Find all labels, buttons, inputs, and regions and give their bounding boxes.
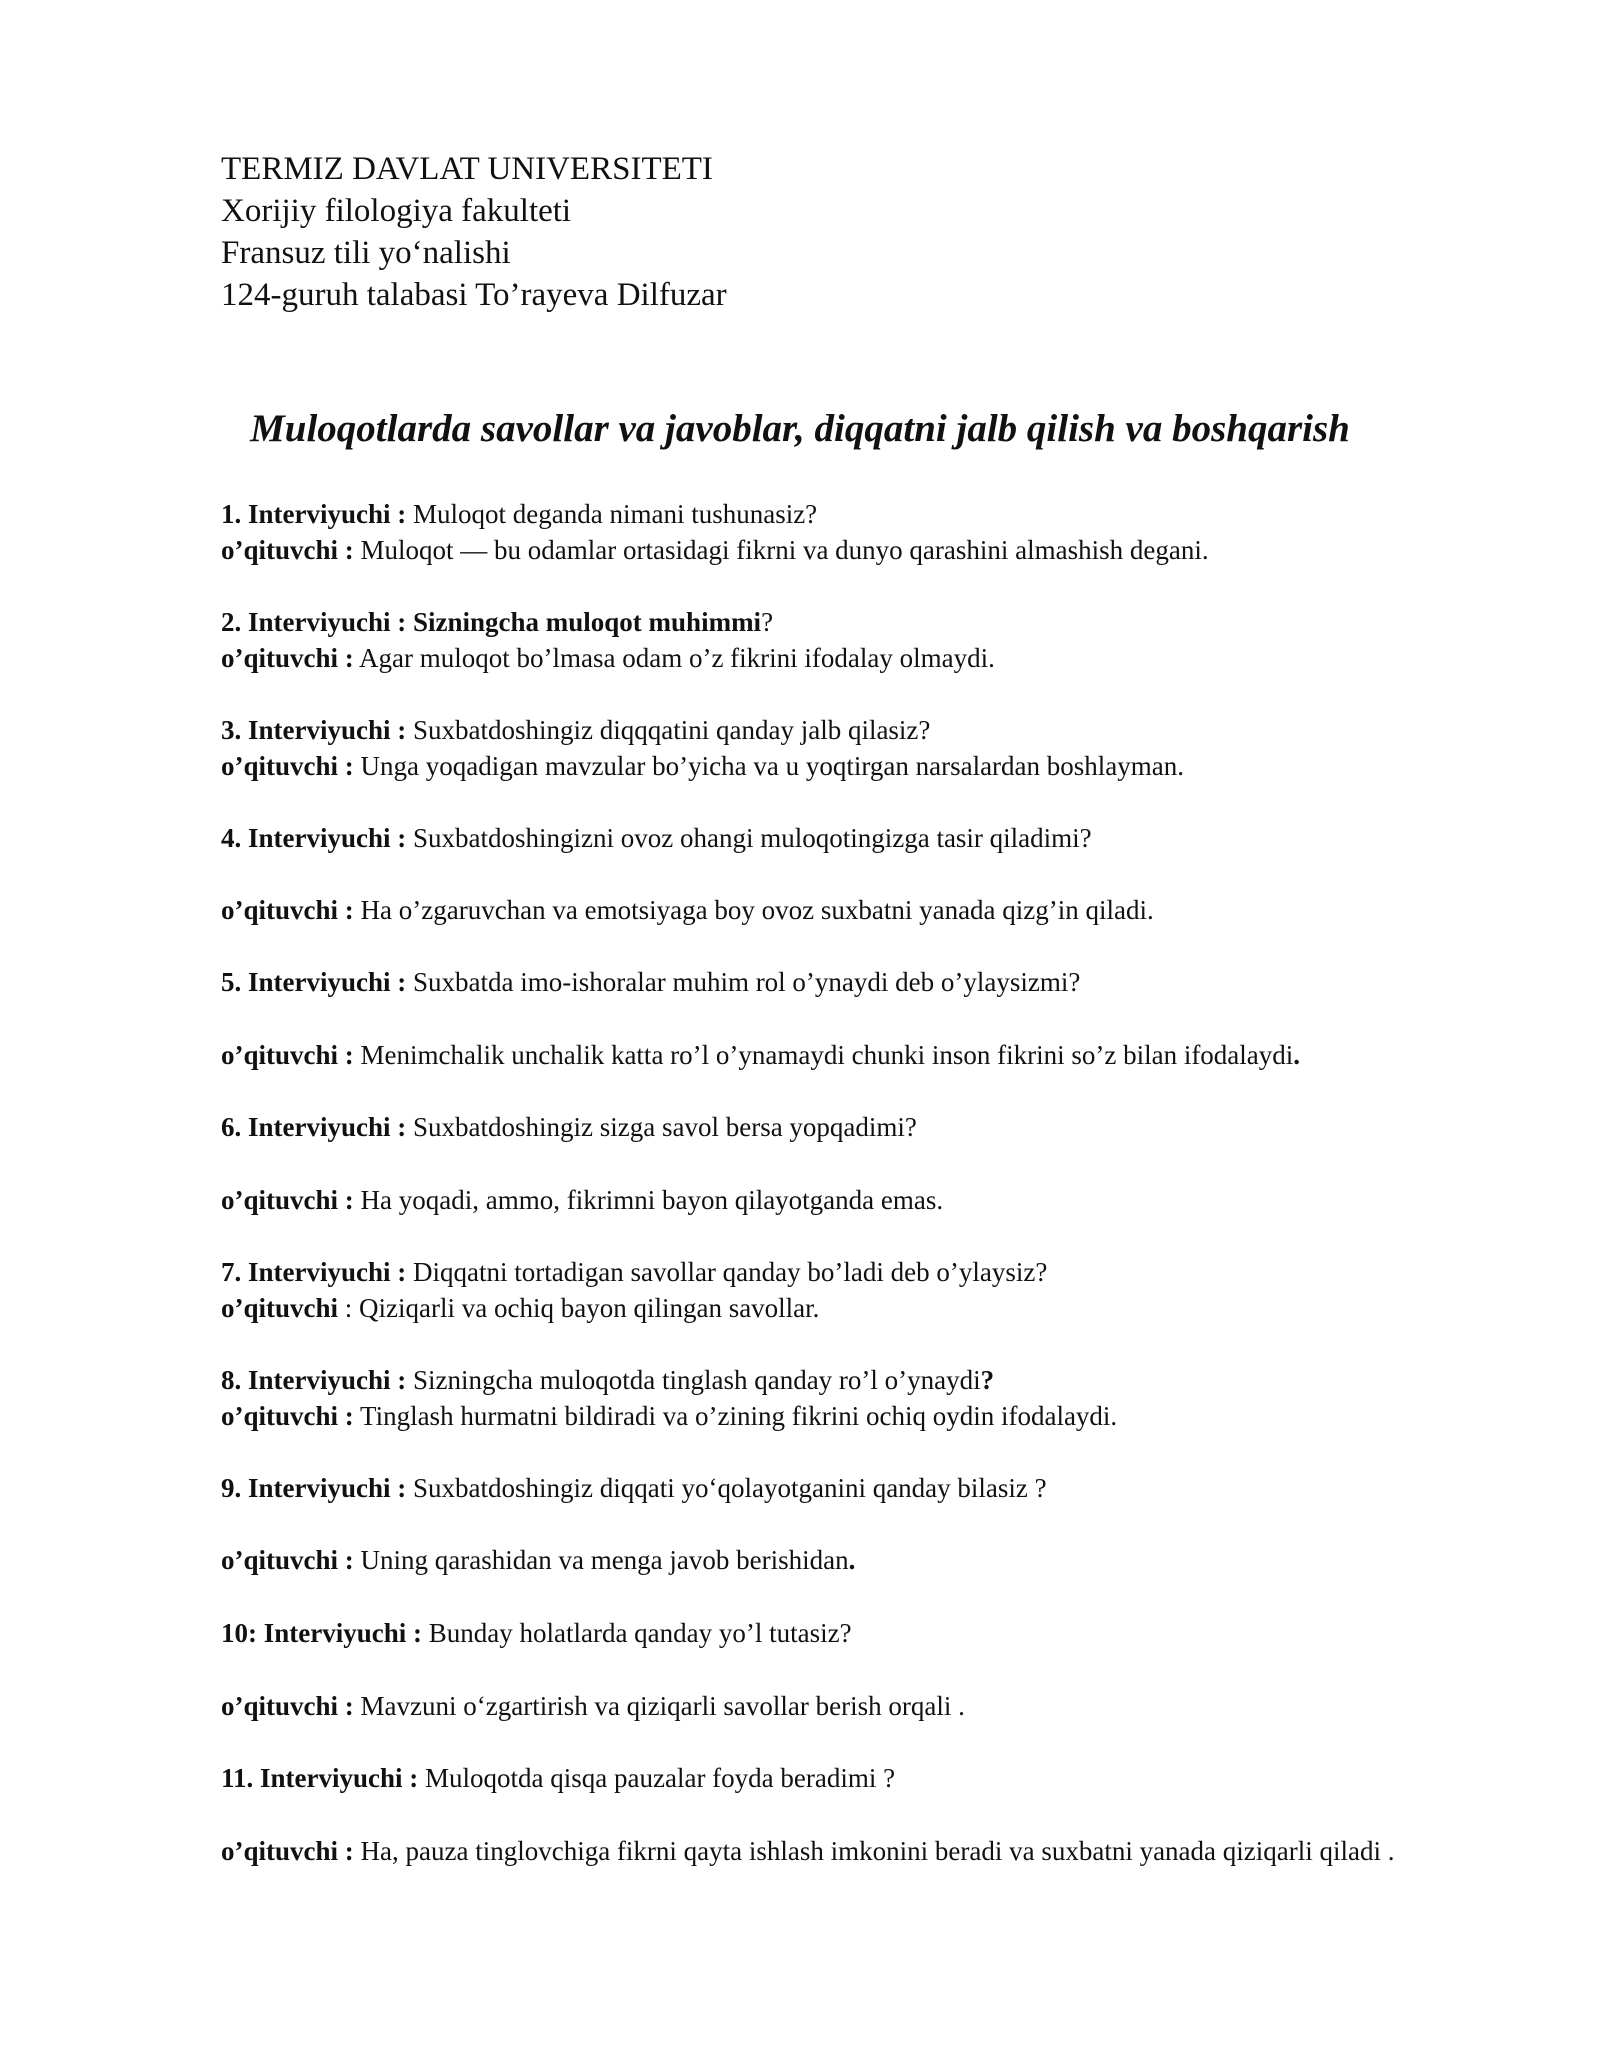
qa-item-4: [221, 820, 1441, 856]
answer-label: o’qituvchi :: [221, 535, 354, 565]
question-line: [221, 712, 1441, 748]
question-label: 5. Interviyuchi :: [221, 967, 407, 997]
question-line: [221, 1109, 1441, 1145]
question-text: Muloqot deganda nimani tushunasiz?: [406, 499, 818, 529]
answer-label: o’qituvchi :: [221, 895, 354, 925]
answer-line: [221, 748, 1441, 784]
question-text: Diqqatni tortadigan savollar qanday bo’ladi deb o’ylaysiz?: [406, 1257, 1048, 1287]
answer-text: Agar muloqot bo’lmasa odam o’z fikrini ifodalay olmaydi.: [353, 643, 995, 673]
qa-item-6-answer: [221, 1182, 1441, 1218]
program-name: Fransuz tili yo‘nalishi: [221, 235, 511, 271]
answer-line: [221, 1182, 1441, 1218]
university-name: TERMIZ DAVLAT UNIVERSITETI: [221, 151, 713, 187]
question-label: 3. Interviyuchi :: [221, 715, 407, 745]
answer-text: Ha, pauza tinglovchiga fikrni qayta ishlash imkonini beradi va suxbatni yanada qiziqarli qiladi .: [353, 1836, 1395, 1866]
qa-item-9: [221, 1470, 1441, 1506]
answer-line: [221, 1290, 1441, 1326]
answer-line: [221, 532, 1441, 568]
answer-text: Muloqot — bu odamlar ortasidagi fikrni va dunyo qarashini almashish degani.: [353, 535, 1209, 565]
question-line: [221, 496, 1441, 532]
qa-item-1: [221, 496, 1441, 568]
answer-label: o’qituvchi :: [221, 1401, 354, 1431]
question-text: Suxbatda imo-ishoralar muhim rol o’ynaydi deb o’ylaysizmi?: [406, 967, 1081, 997]
answer-text: Menimchalik unchalik katta ro’l o’ynamaydi chunki inson fikrini so’z bilan ifodalaydi: [353, 1040, 1294, 1070]
qa-item-2: [221, 604, 1441, 676]
answer-line: [221, 1688, 1441, 1724]
qa-item-11: [221, 1760, 1441, 1796]
question-label: 8. Interviyuchi :: [221, 1365, 407, 1395]
document-header: [221, 148, 727, 316]
qa-item-7: [221, 1254, 1441, 1326]
answer-label: o’qituvchi :: [221, 1040, 354, 1070]
faculty-name: Xorijiy filologiya fakulteti: [221, 193, 572, 229]
question-text: Suxbatdoshingiz diqqqatini qanday jalb qilasiz?: [406, 715, 931, 745]
answer-line: [221, 1037, 1441, 1073]
qa-item-10: [221, 1615, 1441, 1651]
qa-item-5: [221, 964, 1441, 1000]
question-line: [221, 1615, 1441, 1651]
answer-text: Tinglash hurmatni bildiradi va o’zining fikrini ochiq oydin ifodalaydi.: [353, 1401, 1118, 1431]
answer-period: .: [848, 1545, 856, 1575]
question-line: [221, 1362, 1441, 1398]
answer-label: o’qituvchi :: [221, 643, 354, 673]
qa-item-4-answer: [221, 892, 1441, 928]
answer-label: o’qituvchi :: [221, 1836, 354, 1866]
question-text: Sizningcha muloqotda tinglash qanday ro’l o’ynaydi: [406, 1365, 981, 1395]
question-text: Suxbatdoshingiz sizga savol bersa yopqadimi?: [406, 1112, 917, 1142]
question-text: ?: [761, 607, 774, 637]
answer-line: [221, 892, 1441, 928]
qa-item-6: [221, 1109, 1441, 1145]
question-label: 1. Interviyuchi :: [221, 499, 407, 529]
question-text: Bunday holatlarda qanday yo’l tutasiz?: [421, 1618, 852, 1648]
question-line: [221, 964, 1441, 1000]
answer-label: o’qituvchi :: [221, 1185, 354, 1215]
answer-line: [221, 1542, 1441, 1578]
question-label: 2. Interviyuchi :: [221, 607, 407, 637]
question-text: Suxbatdoshingizni ovoz ohangi muloqotingizga tasir qiladimi?: [406, 823, 1092, 853]
qa-item-10-answer: [221, 1688, 1441, 1724]
answer-line: [221, 1833, 1401, 1869]
document-title: Muloqotlarda savollar va javoblar, diqqatni jalb qilish va boshqarish: [250, 407, 1350, 450]
question-line: [221, 820, 1441, 856]
question-label: 11. Interviyuchi :: [221, 1763, 419, 1793]
answer-text: Ha yoqadi, ammo, fikrimni bayon qilayotganda emas.: [353, 1185, 944, 1215]
answer-label: o’qituvchi :: [221, 751, 354, 781]
student-name: 124-guruh talabasi To’rayeva Dilfuzar: [221, 277, 727, 313]
question-line: [221, 1254, 1441, 1290]
answer-text: : Qiziqarli va ochiq bayon qilingan savollar.: [338, 1293, 820, 1323]
answer-line: [221, 640, 1441, 676]
answer-text: Ha o’zgaruvchan va emotsiyaga boy ovoz suxbatni yanada qizg’in qiladi.: [353, 895, 1154, 925]
qa-item-8: [221, 1362, 1441, 1434]
question-label: 6. Interviyuchi :: [221, 1112, 407, 1142]
question-text: Suxbatdoshingiz diqqati yo‘qolayotganini qanday bilasiz ?: [406, 1473, 1047, 1503]
question-label: 4. Interviyuchi :: [221, 823, 407, 853]
answer-label: o’qituvchi: [221, 1293, 339, 1323]
answer-text: Unga yoqadigan mavzular bo’yicha va u yoqtirgan narsalardan boshlayman.: [353, 751, 1185, 781]
qa-item-11-answer: [221, 1833, 1401, 1869]
answer-label: o’qituvchi :: [221, 1691, 354, 1721]
qa-item-3: [221, 712, 1441, 784]
qa-item-9-answer: [221, 1542, 1441, 1578]
answer-period: .: [1293, 1040, 1301, 1070]
question-line: [221, 604, 1441, 640]
question-label: 9. Interviyuchi :: [221, 1473, 407, 1503]
question-mark: ?: [980, 1365, 995, 1395]
answer-label: o’qituvchi :: [221, 1545, 354, 1575]
answer-text: Mavzuni o‘zgartirish va qiziqarli savollar berish orqali .: [353, 1691, 965, 1721]
answer-text: Uning qarashidan va menga javob berishidan: [353, 1545, 849, 1575]
question-line: [221, 1470, 1441, 1506]
question-bold-text: Sizningcha muloqot muhimmi: [406, 607, 762, 637]
qa-item-5-answer: [221, 1037, 1441, 1073]
question-label: 7. Interviyuchi :: [221, 1257, 407, 1287]
question-line: [221, 1760, 1441, 1796]
question-text: Muloqotda qisqa pauzalar foyda beradimi ?: [418, 1763, 896, 1793]
answer-line: [221, 1398, 1441, 1434]
question-label: 10: Interviyuchi :: [221, 1618, 422, 1648]
